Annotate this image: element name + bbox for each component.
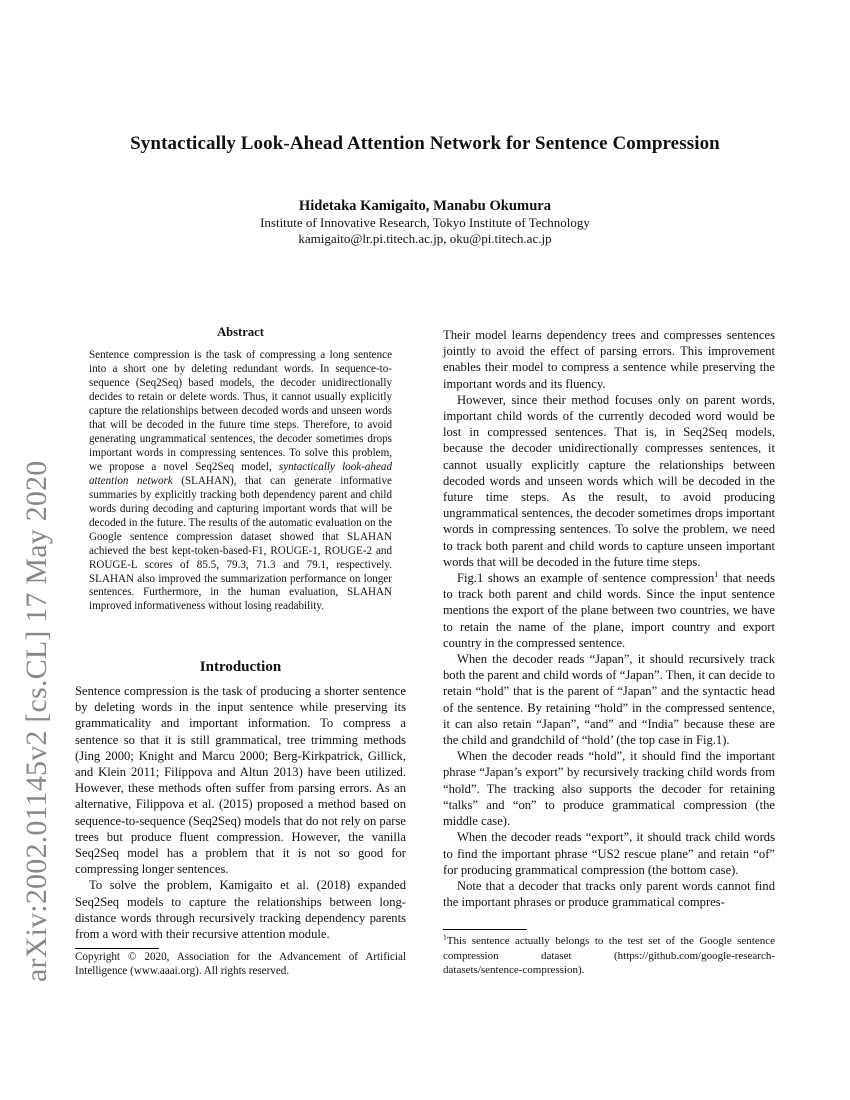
right-paragraph-3-a: Fig.1 shows an example of sentence compression: [457, 571, 715, 586]
abstract-text: [89, 349, 392, 614]
abstract-text-part2: (SLAHAN), that can generate informative summaries by explicitly tracking both dependency parent and child words during decoding and capturing important words that will be decoded in the future. The results of the automatic evaluation on the Google sentence compression dataset showed that SLAHAN achieved the best kept-token-based-F1, ROUGE-1, ROUGE-2 and ROUGE-L scores of 85.5, 79.3, 71.3 and 79.1, respectively. SLAHAN also improved the summarization performance on longer sentences. Furthermore, in the human evaluation, SLAHAN improved informativeness without losing readability.: [89, 474, 392, 613]
intro-paragraph-2: To solve the problem, Kamigaito et al. (2018) expanded Seq2Seq models to capture the relationships between long-distance words through recursively tracking dependency parents from a word with their recursive attention module.: [75, 878, 406, 942]
footnote-rule: [443, 929, 527, 930]
footnote-ref: 1: [714, 569, 719, 579]
affiliation: Institute of Innovative Research, Tokyo Institute of Technology: [260, 215, 590, 230]
right-column-body: [443, 327, 775, 910]
arxiv-stamp: arXiv:2002.01145v2 [cs.CL] 17 May 2020: [20, 460, 53, 982]
right-paragraph-5: When the decoder reads “hold”, it should find the important phrase “Japan’s export” by recursively tracking child words from “hold”. The tracking also supports the decoder for retaining “talks” and “on” to produce grammatical compression (the middle case).: [443, 749, 775, 829]
paper-title: Syntactically Look-Ahead Attention Network for Sentence Compression: [130, 133, 720, 154]
right-paragraph-4: When the decoder reads “Japan”, it should recursively track both the parent and child words of “Japan”. Then, it can decide to retain “hold” that is the parent of “Japan” and the syntactic head of the sentence. By retaining “hold” in the compressed sentence, it can also retain “Japan”, “and” and “India” because these are the child and grandchild of “hold’ (the top case in Fig.1).: [443, 652, 775, 748]
affiliation-block: [0, 215, 850, 247]
right-paragraph-1: Their model learns dependency trees and compresses sentences jointly to avoid the effect of parsing errors. This improvement enables their model to compress a sentence while preserving the important words and its fluency.: [443, 328, 775, 391]
footnote-text: This sentence actually belongs to the test set of the Google sentence compression dataset (https://github.com/google-research-datasets/sentence-compression).: [443, 935, 775, 977]
abstract-italic: syntactically look-ahead attention network: [89, 460, 392, 487]
intro-paragraph-1: Sentence compression is the task of producing a shorter sentence by deleting words in the input sentence while preserving its grammaticality and important information. To compress a sentence so that it is still grammatical, tree trimming methods (Jing 2000; Knight and Marcu 2000; Berg-Kirkpatrick, Gillick, and Klein 2011; Filippova and Altun 2013) have been utilized. However, these methods often suffer from parsing errors. As an alternative, Filippova et al. (2015) proposed a method based on sequence-to-sequence (Seq2Seq) models that do not rely on parse trees but produce fluent compression. However, the vanilla Seq2Seq model has a problem that it is not so good for compressing longer sentences.: [75, 684, 406, 877]
abstract-text-part1: Sentence compression is the task of compressing a long sentence into a short one by deleting redundant words. In sequence-to-sequence (Seq2Seq) based models, the decoder unidirectionally decides to retain or delete words. Thus, it cannot usually explicitly capture the relationships between decoded words and unseen words that will be decoded in the future time steps. Therefore, to avoid generating ungrammatical sentences, the decoder sometimes drops important words in compressing sentences. To solve this problem, we propose a novel Seq2Seq model,: [89, 349, 392, 473]
right-paragraph-3-b: that needs to track both parent and child words. Since the input sentence mentions the export of the plane between two countries, we have to retain the name of the plane, import country and export country in the compressed sentence.: [443, 571, 776, 650]
copyright-notice: Copyright © 2020, Association for the Advancement of Artificial Intelligence (www.aaai.org). All rights reserved.: [75, 951, 406, 977]
footnote: [443, 934, 775, 978]
right-paragraph-6: When the decoder reads “export”, it should track child words to find the important phrase “US2 rescue plane” and retain “of” for producing grammatical compression (the bottom case).: [443, 830, 775, 877]
right-paragraph-3: [443, 570, 775, 651]
footnote-mark: 1: [443, 932, 447, 942]
authors: Hidetaka Kamigaito, Manabu Okumura: [298, 198, 552, 214]
introduction-heading: Introduction: [199, 659, 282, 675]
emails: kamigaito@lr.pi.titech.ac.jp, oku@pi.titech.ac.jp: [298, 231, 552, 246]
right-paragraph-7: Note that a decoder that tracks only parent words cannot find the important phrases or produce grammatical compres-: [443, 878, 775, 910]
copyright-rule: [75, 948, 159, 949]
introduction-body: [75, 683, 406, 942]
right-paragraph-2: However, since their method focuses only on parent words, important child words of the currently decoded word would be lost in compressed sentences. That is, in Seq2Seq models, because the decoder unidirectionally compresses sentences, it cannot usually explicitly capture the relationships between decoded words and unseen words which will be decoded in the future time steps. As the result, to avoid producing ungrammatical sentences, the decoder sometimes drops important words in compressing sentences. To solve the problem, we need to track both parent and child words to capture unseen important words that will be decoded in the future time steps.: [443, 392, 775, 569]
abstract-heading: Abstract: [217, 325, 264, 339]
